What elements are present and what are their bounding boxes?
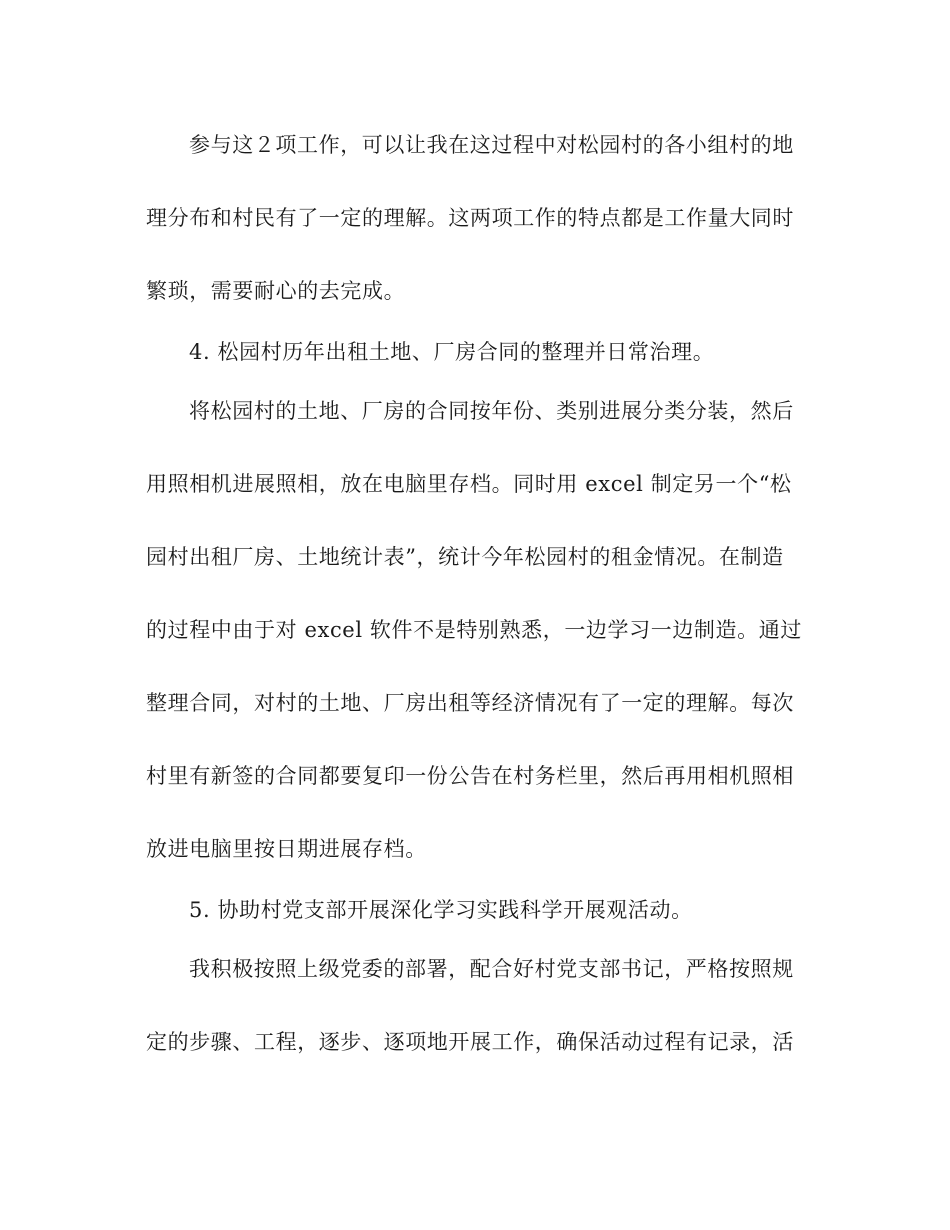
section-heading: 5. 协助村党支部开展深化学习实践科学开展观活动。 [189,898,693,922]
paragraph-line: 繁琐，需要耐心的去完成。 [146,279,406,303]
paragraph-line: 理分布和村民有了一定的理解。这两项工作的特点都是工作量大同时 [146,206,794,230]
paragraph-line: 园村出租厂房、土地统计表”，统计今年松园村的租金情况。在制造 [146,545,784,569]
paragraph-line: 村里有新签的合同都要复印一份公告在村务栏里，然后再用相机照相 [146,764,794,788]
paragraph-line: 放进电脑里按日期进展存档。 [146,837,427,861]
paragraph-line: 用照相机进展照相，放在电脑里存档。同时用 excel 制定另一个“松 [146,472,792,496]
paragraph-line: 整理合同，对村的土地、厂房出租等经济情况有了一定的理解。每次 [146,691,794,715]
paragraph-line: 我积极按照上级党委的部署，配合好村党支部书记，严格按照规 [189,957,794,981]
paragraph-line: 定的步骤、工程，逐步、逐项地开展工作，确保活动过程有记录，活 [146,1030,794,1054]
paragraph-line: 将松园村的土地、厂房的合同按年份、类别进展分类分装，然后 [189,399,794,423]
section-heading: 4. 松园村历年出租土地、厂房合同的整理并日常治理。 [189,340,715,364]
paragraph-line: 参与这２项工作，可以让我在这过程中对松园村的各小组村的地 [189,133,794,157]
paragraph-line: 的过程中由于对 excel 软件不是特别熟悉，一边学习一边制造。通过 [146,618,802,642]
